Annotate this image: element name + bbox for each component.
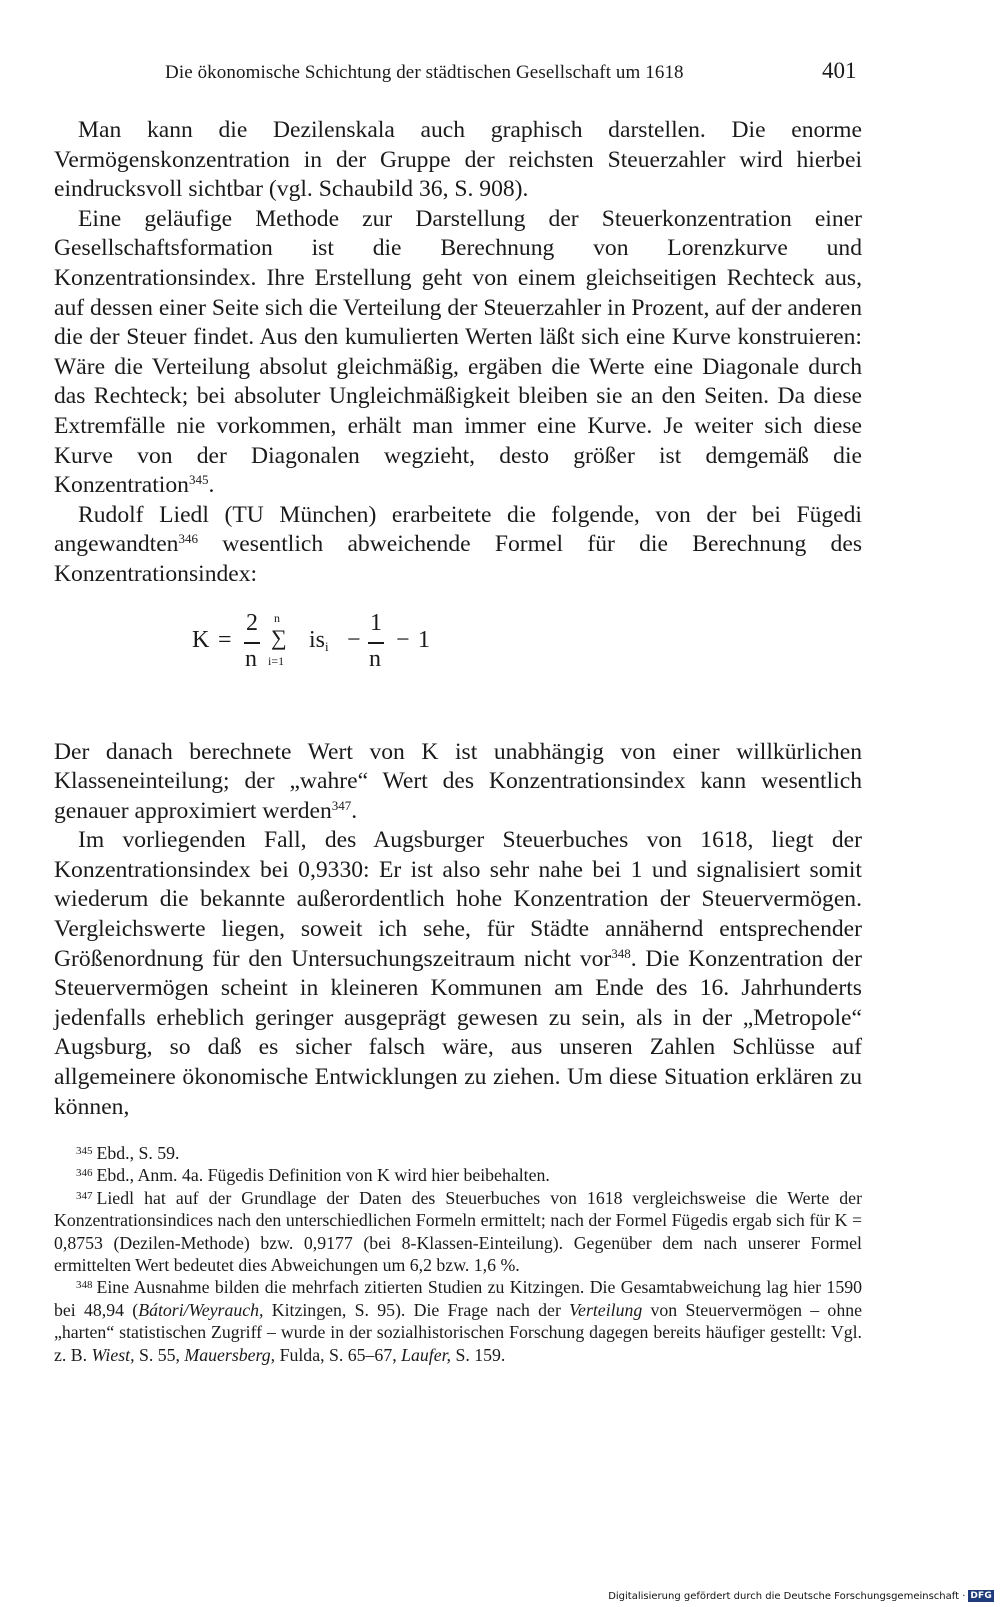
footnote-ref-348[interactable]: 348 bbox=[611, 945, 631, 961]
fraction-2-line bbox=[368, 642, 384, 644]
paragraph-5 bbox=[54, 826, 862, 1122]
formula-term bbox=[309, 627, 329, 655]
fraction-2-numerator: 1 bbox=[370, 610, 382, 636]
term-main: is bbox=[309, 627, 326, 653]
fraction-1-line bbox=[244, 642, 260, 644]
author-citation: Wiest, bbox=[91, 1344, 135, 1365]
footnote-number: 347 bbox=[76, 1189, 93, 1202]
paragraph-3-text-a: Rudolf Liedl (TU München) erarbeitete die folgende, von der bei Fügedi angewandten bbox=[54, 501, 862, 558]
emphasis: Verteilung bbox=[569, 1299, 643, 1320]
sum-symbol: ∑ bbox=[271, 625, 287, 650]
footnote-348 bbox=[54, 1276, 862, 1366]
footnote-text-e: Fulda, S. 65–67, bbox=[275, 1344, 402, 1365]
formula-constant: 1 bbox=[418, 627, 430, 653]
page-number: 401 bbox=[822, 58, 857, 83]
formula-minus-2: − bbox=[396, 627, 410, 653]
footnote-ref-346[interactable]: 346 bbox=[178, 531, 198, 547]
formula-equals: = bbox=[218, 627, 232, 653]
footnote-ref-345[interactable]: 345 bbox=[188, 472, 209, 488]
footnote-text-a: Eine Ausnahme bilden die mehrfach zitierten Studien zu Kitzingen. Die Gesamtabweichung lag hier 1590 bei 48,94 ( bbox=[54, 1277, 862, 1320]
footnote-text-c: von Steuervermögen – ohne „harten“ statistischen Zugriff – wurde in der sozialhistorischen Forschung dagegen bereits häufiger gestellt: Vgl. z. B. bbox=[54, 1299, 862, 1365]
fraction-1-numerator: 2 bbox=[246, 610, 258, 636]
dfg-logo-icon: DFG bbox=[970, 1591, 992, 1601]
footnote-text: Ebd., Anm. 4a. Fügedis Definition von K wird hier beibehalten. bbox=[96, 1165, 550, 1186]
paragraph-4-text: Der danach berechnete Wert von K ist unabhängig von einer willkürlichen Klasseneinteilung; der „wahre“ Wert des Konzentrationsindex kann wesentlich genauer approximiert werden bbox=[54, 738, 862, 824]
footnote-number: 348 bbox=[76, 1279, 93, 1292]
formula-minus-1: − bbox=[347, 627, 361, 653]
footnote-345 bbox=[54, 1142, 862, 1164]
paragraph-1: Man kann die Dezilenskala auch graphisch darstellen. Die enorme Vermögenskonzentration in der Gruppe der reichsten Steuerzahler wird hierbei eindrucksvoll sichtbar (vgl. Schaubild 36, S. 908). bbox=[54, 117, 862, 203]
footnotes bbox=[54, 1142, 862, 1366]
paragraph-2 bbox=[54, 205, 862, 501]
paragraph-2-end: . bbox=[208, 472, 215, 499]
term-subscript: i bbox=[325, 639, 329, 654]
paragraph-2-text: Eine geläufige Methode zur Darstellung der Steuerkonzentration einer Gesellschaftsformation ist die Berechnung von Lorenzkurve und Konzentrationsindex. Ihre Erstellung geht von einem gleichseitigen Rechteck aus, auf dessen einer Seite sich die Verteilung der Steuerzahler in Prozent, auf der anderen die der Steuer findet. Aus den kumulierten Werten läßt sich eine Kurve konstruieren: Wäre die Verteilung absolut gleichmäßig, ergäben die Werte eine Diagonale durch das Rechteck; bei absoluter Ungleichmäßigkeit bleiben sie an den Seiten. Da diese Extremfälle nie vorkommen, erhält man immer eine Kurve. Je weiter sich diese Kurve von der Diagonalen wegzieht, desto größer ist demgemäß die Konzentration bbox=[54, 205, 862, 499]
footnote-347 bbox=[54, 1187, 862, 1277]
fraction-1-denominator: n bbox=[245, 646, 257, 672]
paragraph-3-text-b: wesentlich abweichende Formel für die Berechnung des Konzentrationsindex: bbox=[54, 531, 862, 587]
footnote-ref-347[interactable]: 347 bbox=[331, 797, 352, 813]
footnote-text-b: Kitzingen, S. 95). Die Frage nach der bbox=[263, 1299, 570, 1320]
paragraph-4-end: . bbox=[351, 797, 358, 824]
footnote-text: Liedl hat auf der Grundlage der Daten des Steuerbuches von 1618 vergleichsweise die Werte der Konzentrationsindices nach den unterschiedlichen Formeln ermittelt; nach der Formel Fügedis ergab sich für K = 0,8753 (Dezilen-Methode) bzw. 0,9177 (bei 8-Klassen-Einteilung). Gegenüber dem nach unserer Formel ermittelten Wert bedeutet dies Abweichungen um 6,2 bzw. 1,6 %. bbox=[54, 1187, 862, 1276]
paragraph-5-text-a: Im vorliegenden Fall, des Augsburger Steuerbuches von 1618, liegt der Konzentrationsindex bei 0,9330: Er ist also sehr nahe bei 1 und signalisiert somit wiederum die bekannte außerordentlich hohe Konzentration der Steuervermögen. Vergleichswerte liegen, soweit ich sehe, für Städte annähernd entsprechender Größenordnung für den Untersuchungszeitraum nicht vor bbox=[54, 827, 862, 972]
footnote-text: Ebd., S. 59. bbox=[96, 1143, 180, 1163]
sum-lower-limit: i=1 bbox=[268, 654, 285, 668]
formula-lhs: K bbox=[192, 627, 210, 653]
author-citation: Mauersberg, bbox=[184, 1344, 276, 1365]
concentration-index-formula bbox=[192, 610, 492, 688]
footnote-number: 346 bbox=[76, 1167, 93, 1180]
author-citation: Bátori/Weyrauch, bbox=[138, 1299, 264, 1320]
footnote-text-f: S. 159. bbox=[451, 1344, 506, 1365]
digitization-credit bbox=[608, 1590, 994, 1602]
paragraph-3 bbox=[54, 501, 862, 590]
paragraph-5-text-b: . Die Konzentration der Steuervermögen scheint in kleineren Kommunen am Ende des 16. Jahrhunderts jedenfalls erheblich geringer ausgeprägt gewesen zu sein, als in der „Metropole“ Augsburg, so daß es sicher falsch wäre, aus unseren Zahlen Schlüsse auf allgemeinere ökonomische Entwicklungen zu ziehen. Um diese Situation erklären zu können, bbox=[54, 945, 862, 1120]
paragraph-4 bbox=[54, 738, 862, 827]
author-citation: Laufer, bbox=[401, 1344, 452, 1365]
footnote-text-d: S. 55, bbox=[134, 1344, 185, 1365]
footnote-346 bbox=[54, 1164, 862, 1186]
sum-upper-limit: n bbox=[274, 611, 280, 625]
running-title: Die ökonomische Schichtung der städtischen Gesellschaft um 1618 bbox=[165, 62, 684, 83]
fraction-2-denominator: n bbox=[369, 646, 381, 672]
footnote-number: 345 bbox=[76, 1145, 93, 1157]
credit-text: Digitalisierung gefördert durch die Deutsche Forschungsgemeinschaft · bbox=[608, 1590, 966, 1602]
